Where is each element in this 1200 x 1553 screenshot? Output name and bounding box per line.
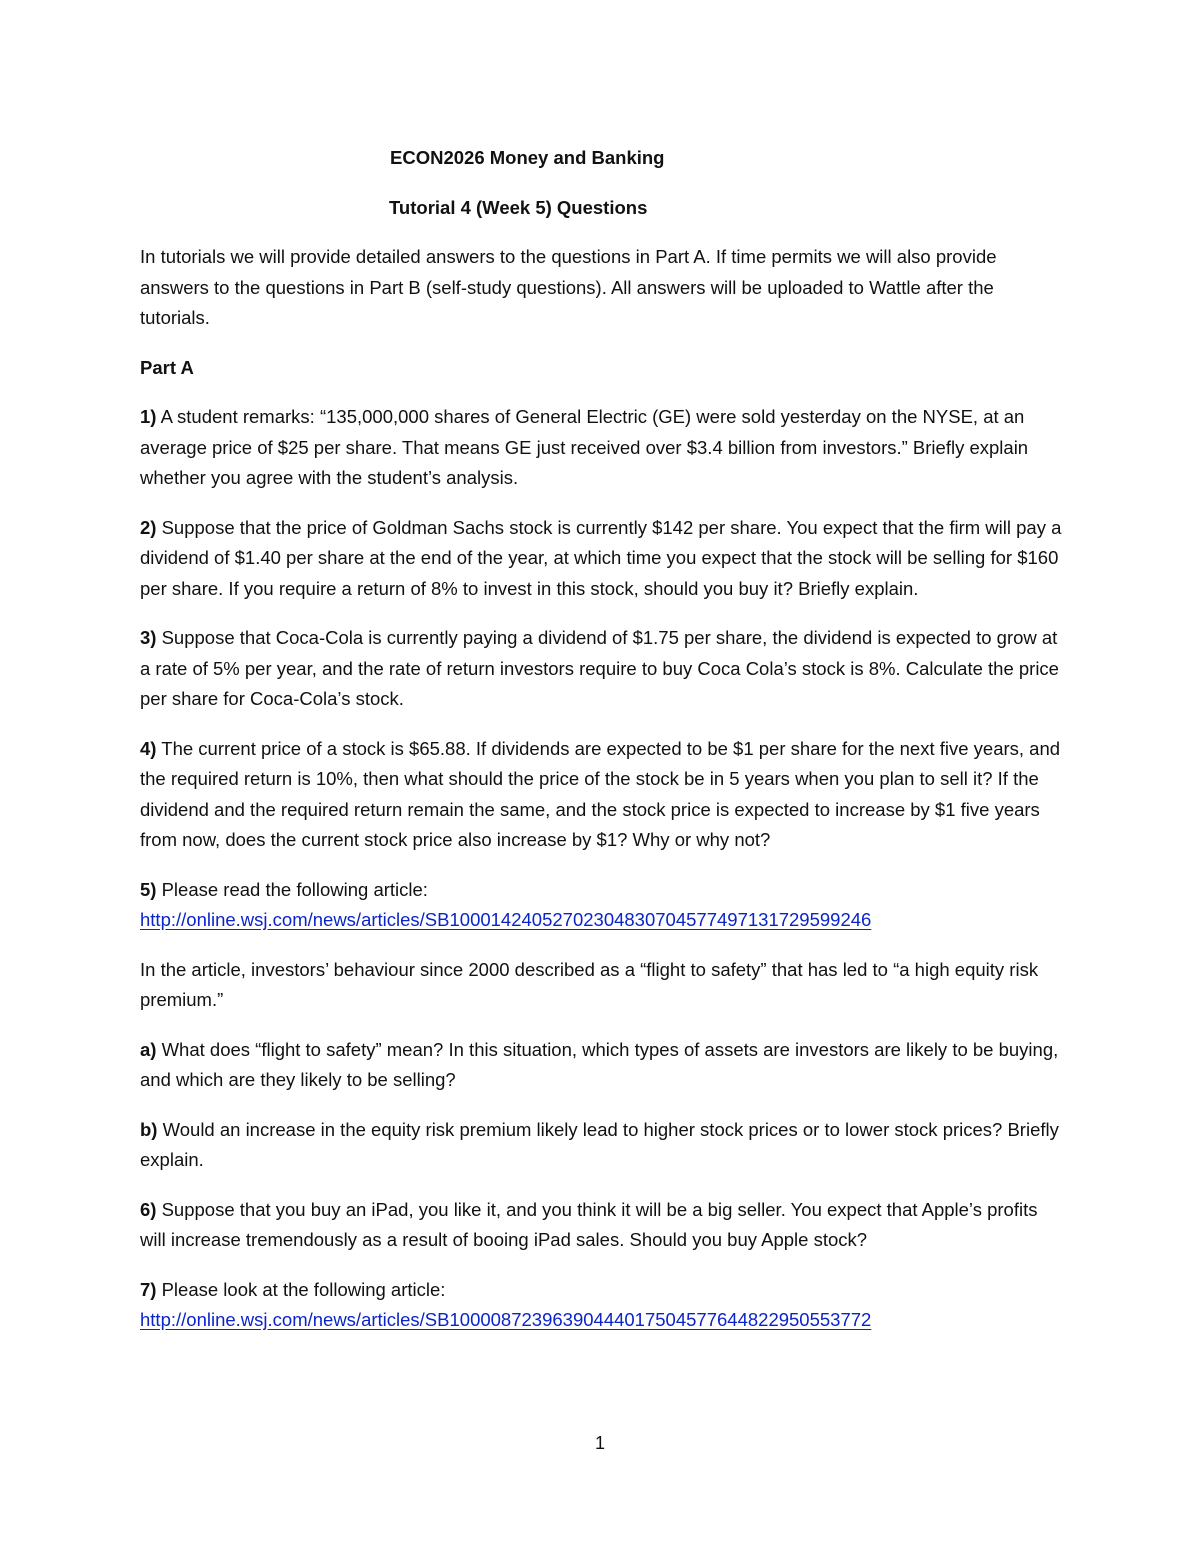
subquestion-label: b) (140, 1118, 158, 1140)
question-number: 3) (140, 627, 157, 648)
question-text: Suppose that you buy an iPad, you like it, and you think it will be a big seller. You expect that Apple’s profits will increase tremendously as a result of booing iPad sales. Should you buy Apple stock? (140, 1198, 1038, 1250)
question-text: The current price of a stock is $65.88. If dividends are expected to be $1 per share for the next five years, and the required return is 10%, then what should the price of the stock be in 5 years when you plan to sell it? If the dividend and the required return remain the same, and the stock price is expected to increase by $1 five years from now, does the current stock price also increase by $1? Why or why not? (140, 737, 1061, 850)
question-number: 7) (140, 1278, 157, 1300)
question-number: 6) (140, 1198, 157, 1220)
article-link[interactable]: http://online.wsj.com/news/articles/SB10001424052702304830704577497131729599246 (140, 909, 872, 930)
intro-paragraph: In tutorials we will provide detailed answers to the questions in Part A. If time permits we will also provide answers to the questions in Part B (self-study questions). All answers will be uploaded to Wattle after the tutorials. (140, 246, 997, 328)
question-text: Please look at the following article: (161, 1278, 446, 1300)
subquestion-text: What does “flight to safety” mean? In this situation, which types of assets are investors are likely to be buying, and which are they likely to be selling? (140, 1038, 1059, 1090)
question-6 (140, 1195, 1065, 1256)
question-text: Please read the following article: (161, 878, 428, 900)
page-number: 1 (594, 1433, 605, 1453)
question-5b (140, 1115, 1065, 1176)
question-text: A student remarks: “135,000,000 shares of General Electric (GE) were sold yesterday on the NYSE, at an average price of $25 per share. That means GE just received over $3.4 billion from investors.” Briefly explain whether you agree with the student’s analysis. (140, 406, 1029, 488)
article-link[interactable]: http://online.wsj.com/news/articles/SB10000872396390444017504577644822950553772 (140, 1309, 872, 1330)
question-number: 1) (140, 406, 157, 427)
question-text: Suppose that Coca-Cola is currently paying a dividend of $1.75 per share, the dividend is expected to grow at a rate of 5% per year, and the rate of return investors require to buy Coca Cola’s stock is 8%. Calculate the price per share for Coca-Cola’s stock. (140, 627, 1059, 709)
part-a-heading: Part A (140, 356, 194, 378)
question-5a (140, 1035, 1065, 1096)
question-3 (140, 623, 1065, 715)
document-body (140, 143, 1065, 1355)
subquestion-text: Would an increase in the equity risk premium likely lead to higher stock prices or to lower stock prices? Briefly explain. (140, 1118, 1059, 1170)
subquestion-label: a) (140, 1038, 157, 1060)
question-5 (140, 875, 1065, 936)
question-2 (140, 513, 1065, 605)
question-5-followup: In the article, investors’ behaviour since 2000 described as a “flight to safety” that has led to “a high equity risk premium.” (140, 958, 1039, 1010)
question-number: 4) (140, 737, 157, 759)
question-text: Suppose that the price of Goldman Sachs stock is currently $142 per share. You expect that the firm will pay a dividend of $1.40 per share at the end of the year, at which time you expect that the stock will be selling for $160 per share. If you require a return of 8% to invest in this stock, should you buy it? Briefly explain. (140, 516, 1062, 599)
question-number: 5) (140, 878, 157, 900)
document-title: ECON2026 Money and Banking (390, 147, 665, 168)
question-4 (140, 734, 1065, 856)
question-1 (140, 402, 1065, 494)
question-number: 2) (140, 516, 157, 538)
question-7 (140, 1275, 1065, 1336)
document-subtitle: Tutorial 4 (Week 5) Questions (389, 196, 648, 218)
